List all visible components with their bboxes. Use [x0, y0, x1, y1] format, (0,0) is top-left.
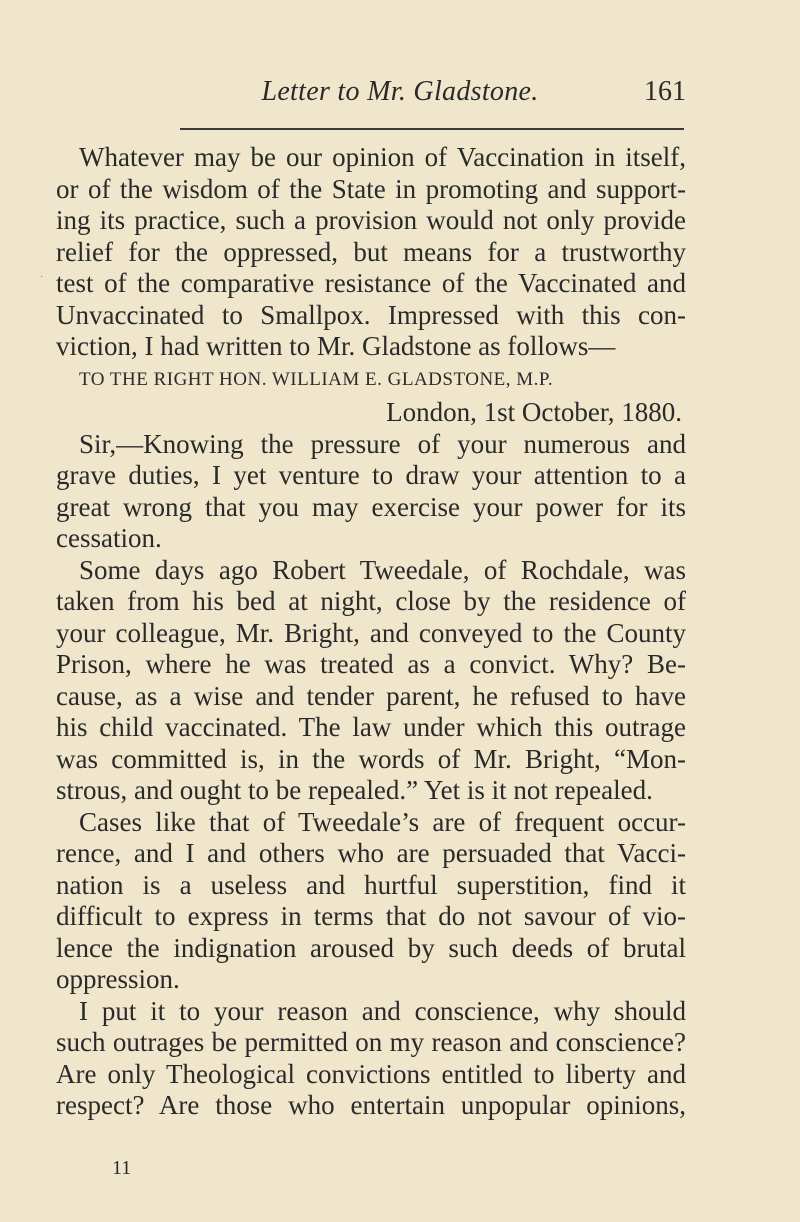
paragraph — [56, 807, 686, 996]
text-line: cessation. — [56, 523, 162, 553]
text-line: your colleague, Mr. Bright, and conveyed to the County — [56, 617, 686, 648]
text-line: Cases like that of Tweedale’s are of frequent occur- — [79, 806, 686, 837]
text-line: test of the comparative resistance of the Vaccinated and — [56, 268, 686, 298]
signature-mark: 11 — [112, 1157, 132, 1179]
text-line: Some days ago Robert Tweedale, of Rochdale, was — [79, 554, 686, 585]
text-line: oppression. — [56, 964, 180, 994]
paragraph — [56, 555, 686, 807]
text-line: respect? Are those who entertain unpopular opinions, — [56, 1090, 686, 1120]
text-line: or of the wisdom of the State in promoting and support- — [56, 173, 686, 204]
text-line: Sir,—Knowing the pressure of your numerous and — [79, 428, 686, 459]
text-line: viction, I had written to Mr. Gladstone as follows— — [56, 331, 616, 361]
header-rule — [180, 128, 684, 130]
text-line: Are only Theological convictions entitled to liberty and — [56, 1058, 686, 1089]
text-line: great wrong that you may exercise your power for its — [56, 491, 686, 522]
text-line: his child vaccinated. The law under which this outrage — [56, 712, 686, 742]
text-line: difficult to express in terms that do not savour of vio- — [56, 901, 686, 931]
text-line: such outrages be permitted on my reason and conscience? — [56, 1027, 686, 1057]
text-line: Unvaccinated to Smallpox. Impressed with this con- — [56, 299, 686, 330]
text-line: Prison, where he was treated as a convict. Why? Be- — [56, 649, 686, 679]
text-line: taken from his bed at night, close by the residence of — [56, 586, 686, 616]
text-line: cause, as a wise and tender parent, he refused to have — [56, 680, 686, 711]
running-title: Letter to Mr. Gladstone. — [261, 76, 539, 107]
paragraph — [56, 429, 686, 555]
text-line: strous, and ought to be repealed.” Yet is it not repealed. — [56, 775, 653, 805]
page-number: 161 — [644, 76, 686, 107]
text-line: I put it to your reason and conscience, why should — [79, 995, 686, 1026]
body-text — [56, 142, 686, 1122]
text-line: rence, and I and others who are persuaded that Vacci- — [56, 838, 686, 868]
page-header — [0, 76, 800, 116]
text-line: Whatever may be our opinion of Vaccination in itself, — [79, 142, 686, 172]
printing-mark: · — [40, 272, 44, 283]
text-line: lence the indignation aroused by such deeds of brutal — [56, 932, 686, 963]
text-line: ing its practice, such a provision would not only provide — [56, 205, 686, 235]
letter-heading: TO THE RIGHT HON. WILLIAM E. GLADSTONE, M.P. — [79, 368, 554, 390]
text-line: nation is a useless and hurtful superstition, find it — [56, 869, 686, 900]
text-line: was committed is, in the words of Mr. Bright, “Mon- — [56, 743, 686, 774]
text-line: relief for the oppressed, but means for a trustworthy — [56, 236, 686, 267]
paragraph — [56, 996, 686, 1122]
text-line: grave duties, I yet venture to draw your attention to a — [56, 460, 686, 490]
paragraph — [56, 142, 686, 363]
letter-date: London, 1st October, 1880. — [386, 397, 682, 427]
